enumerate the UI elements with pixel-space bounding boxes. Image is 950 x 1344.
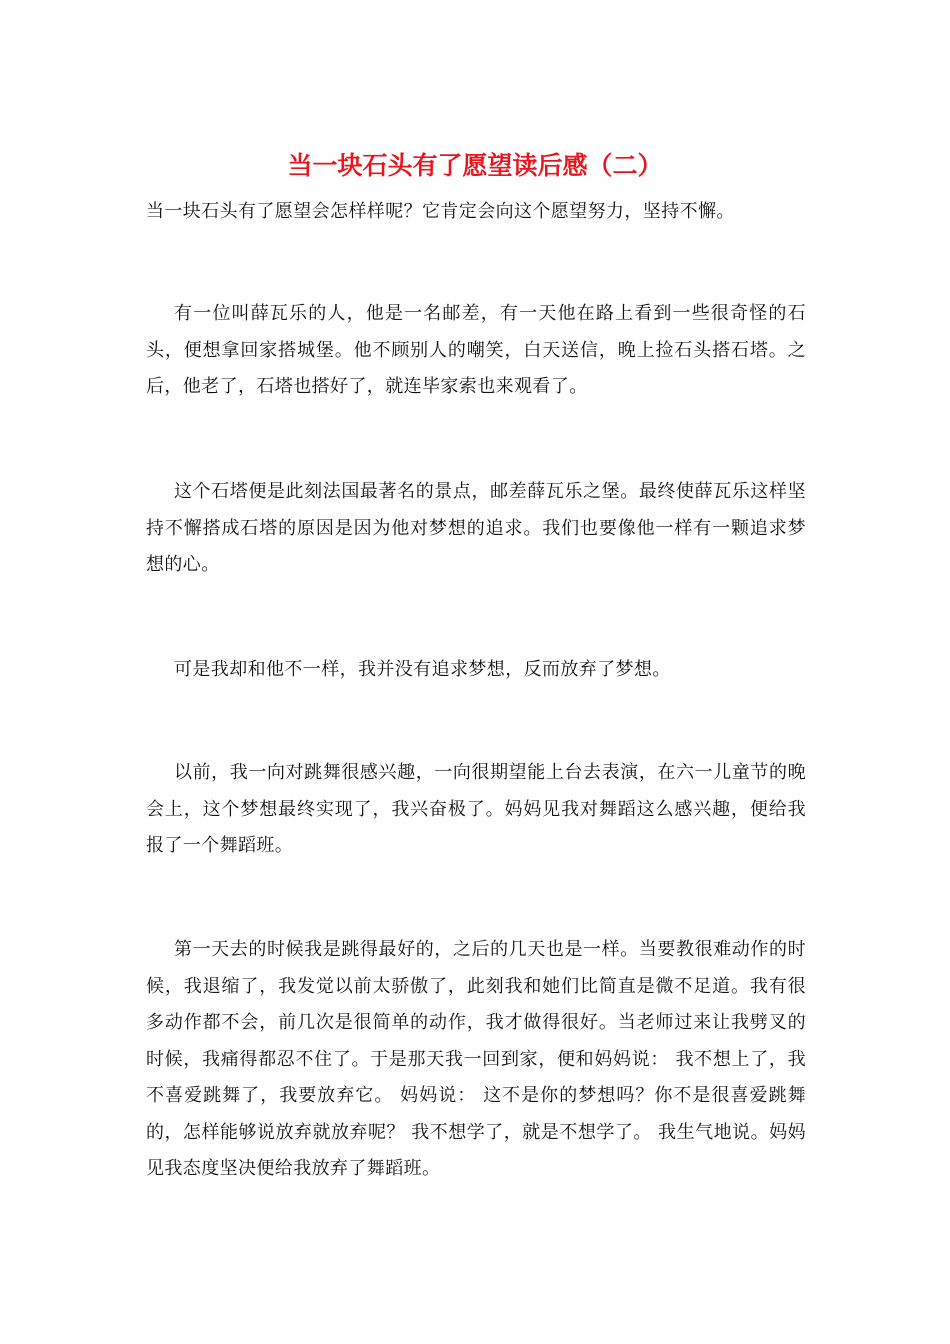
paragraph-gave-up-dream: 可是我却和他不一样，我并没有追求梦想，反而放弃了梦想。 [174, 659, 671, 680]
document-title: 当一块石头有了愿望读后感（二） [287, 151, 663, 180]
paragraph-dance-class: 第一天去的时候我是跳得最好的，之后的几天也是一样。当要教很难动作的时候，我退缩了，我发觉以前太骄傲了，此刻我和她们比简直是微不足道。我有很多动作都不会，前几次是很简单的动作，我才做得很好。当老师过来让我劈叉的时候，我痛得都忍不住了。于是那天我一回到家，便和妈妈说： 我不想上了，我不喜爱跳舞了，我要放弃它。 妈妈说： 这不是你的梦想吗？你不是很喜爱跳舞的，怎样能够说放弃就放弃呢？ 我不想学了，就是不想学了。 我生气地说。妈妈见我态度坚决便给我放弃了舞蹈班。 [146, 939, 806, 1179]
paragraph-dance-interest: 以前，我一向对跳舞很感兴趣，一向很期望能上台去表演，在六一儿童节的晚会上，这个梦想最终实现了，我兴奋极了。妈妈见我对舞蹈这么感兴趣，便给我报了一个舞蹈班。 [146, 762, 806, 856]
paragraph-intro: 当一块石头有了愿望会怎样样呢？它肯定会向这个愿望努力，坚持不懈。 [146, 201, 735, 222]
paragraph-postman-story: 有一位叫薛瓦乐的人，他是一名邮差，有一天他在路上看到一些很奇怪的石头，便想拿回家搭城堡。他不顾别人的嘲笑，白天送信，晚上捡石头搭石塔。之后，他老了，石塔也搭好了，就连毕家索也来观看了。 [146, 303, 806, 397]
paragraph-stone-tower: 这个石塔便是此刻法国最著名的景点，邮差薛瓦乐之堡。最终使薛瓦乐这样坚持不懈搭成石塔的原因是因为他对梦想的追求。我们也要像他一样有一颗追求梦想的心。 [146, 481, 806, 575]
